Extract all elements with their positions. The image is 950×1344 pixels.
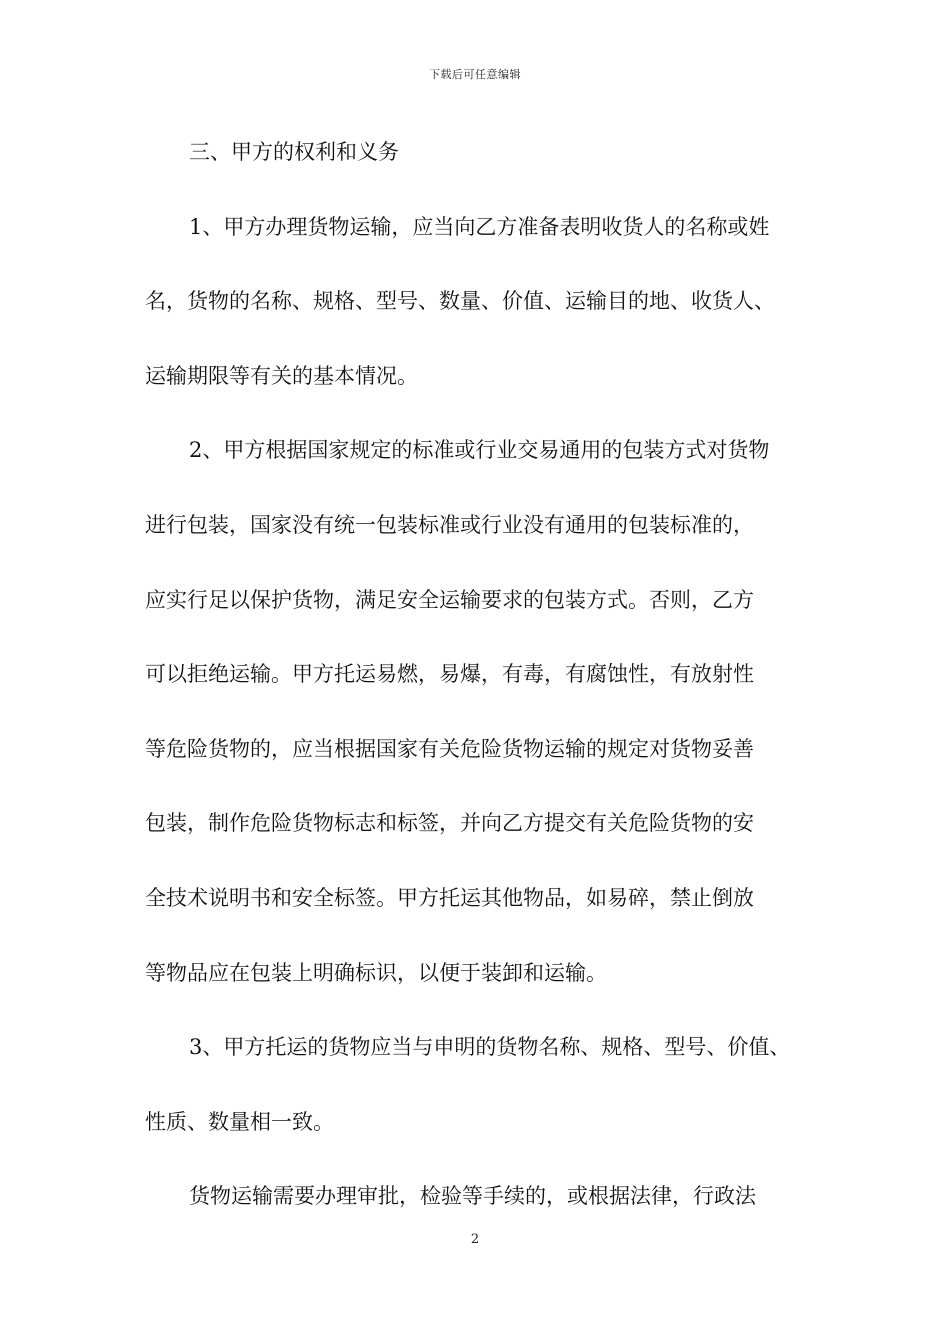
paragraph-line: 性质、数量相一致。 bbox=[145, 1109, 334, 1134]
paragraph-line: 1、甲方办理货物运输，应当向乙方准备表明收货人的名称或姓 bbox=[189, 214, 770, 239]
document-body bbox=[145, 134, 835, 1253]
paragraph-line: 名，货物的名称、规格、型号、数量、价值、运输目的地、收货人、 bbox=[145, 289, 775, 314]
paragraph-line: 全技术说明书和安全标签。甲方托运其他物品，如易碎，禁止倒放 bbox=[145, 885, 754, 910]
paragraph-line: 等危险货物的，应当根据国家有关危险货物运输的规定对货物妥善 bbox=[145, 736, 754, 761]
paragraph-line: 运输期限等有关的基本情况。 bbox=[145, 363, 418, 388]
paragraph-line: 包装，制作危险货物标志和标签，并向乙方提交有关危险货物的安 bbox=[145, 811, 754, 836]
page-header: 下载后可任意编辑 bbox=[429, 68, 521, 81]
paragraph-line: 进行包装，国家没有统一包装标准或行业没有通用的包装标准的， bbox=[145, 512, 754, 537]
paragraph-line: 等物品应在包装上明确标识，以便于装卸和运输。 bbox=[145, 960, 607, 985]
section-heading: 三、甲方的权利和义务 bbox=[189, 140, 399, 164]
paragraph-line: 货物运输需要办理审批，检验等手续的，或根据法律，行政法 bbox=[189, 1184, 756, 1209]
paragraph-line: 3、甲方托运的货物应当与申明的货物名称、规格、型号、价值、 bbox=[189, 1035, 791, 1060]
page-number: 2 bbox=[470, 1232, 480, 1247]
paragraph-line: 应实行足以保护货物，满足安全运输要求的包装方式。否则，乙方 bbox=[145, 587, 754, 612]
paragraph-line: 可以拒绝运输。甲方托运易燃，易爆，有毒，有腐蚀性，有放射性 bbox=[145, 662, 754, 687]
paragraph-line: 2、甲方根据国家规定的标准或行业交易通用的包装方式对货物 bbox=[189, 438, 770, 463]
